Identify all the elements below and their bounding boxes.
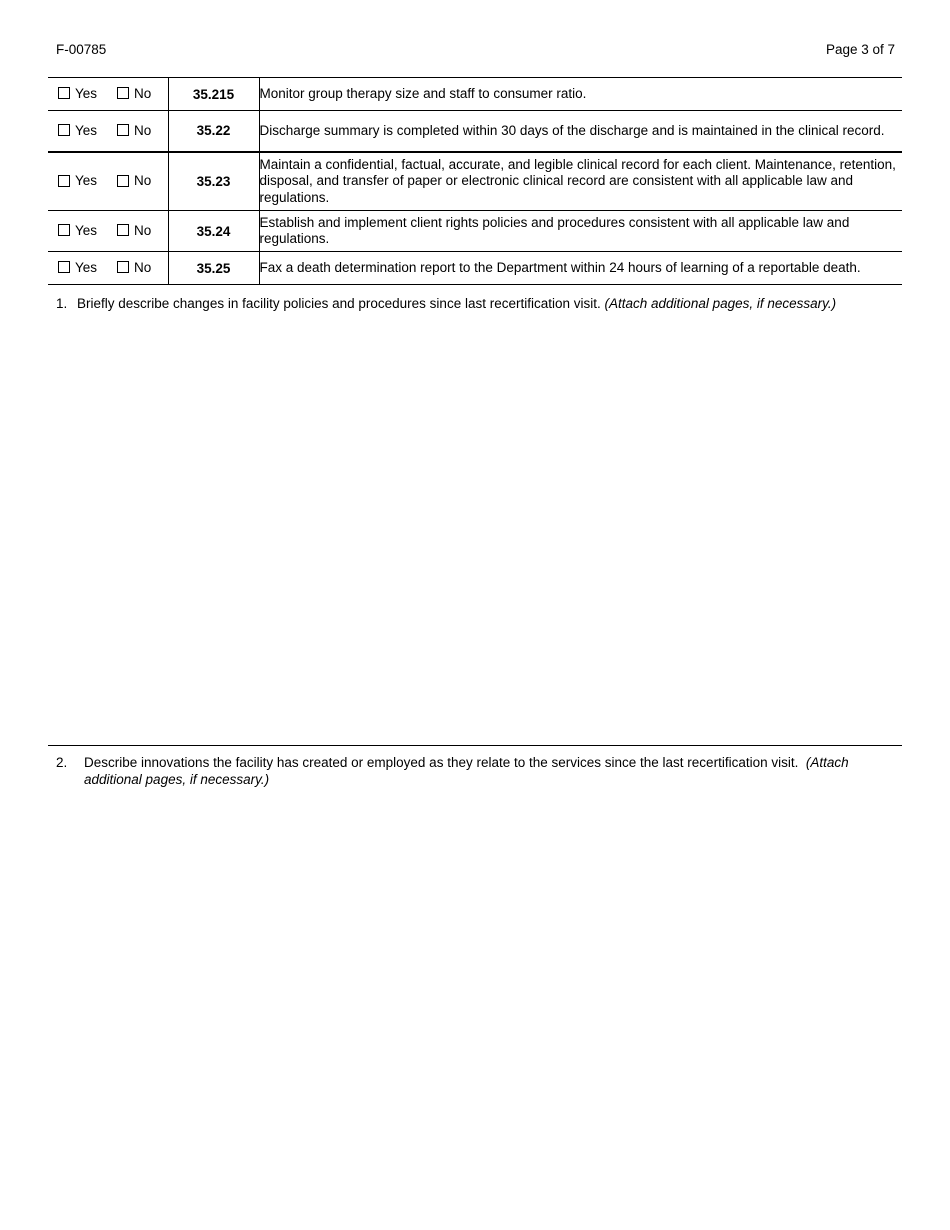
question-2-answer-area[interactable] (56, 788, 886, 1208)
no-option[interactable] (117, 260, 151, 275)
question-number: 1. (56, 296, 68, 311)
checklist-row (48, 78, 902, 111)
rule-code: 35.23 (168, 152, 259, 211)
yes-checkbox[interactable] (58, 87, 70, 99)
question-1 (56, 296, 916, 731)
yes-option[interactable] (58, 123, 97, 138)
question-note: (Attach additional pages, if necessary.) (604, 296, 837, 311)
no-checkbox[interactable] (117, 87, 129, 99)
yes-option[interactable] (58, 173, 97, 188)
no-checkbox[interactable] (117, 175, 129, 187)
checklist-row (48, 252, 902, 285)
yes-option[interactable] (58, 86, 97, 101)
yes-label: Yes (75, 173, 98, 188)
question-text: Describe innovations the facility has created or employed as they relate to the services since the last recertification visit. (84, 755, 799, 770)
no-option[interactable] (117, 86, 151, 101)
yes-label: Yes (75, 259, 98, 275)
yes-no-cell (48, 152, 168, 211)
no-checkbox[interactable] (117, 224, 129, 236)
no-label: No (134, 222, 152, 238)
question-1-answer-area[interactable] (56, 311, 916, 731)
yes-checkbox[interactable] (58, 124, 70, 136)
requirement-text: Monitor group therapy size and staff to consumer ratio. (259, 78, 902, 111)
yes-option[interactable] (58, 223, 97, 238)
no-label: No (134, 122, 152, 138)
rule-code: 35.22 (168, 111, 259, 152)
yes-checkbox[interactable] (58, 224, 70, 236)
yes-option[interactable] (58, 260, 97, 275)
no-option[interactable] (117, 173, 151, 188)
yes-label: Yes (75, 222, 98, 238)
rule-code: 35.215 (168, 78, 259, 111)
yes-no-cell (48, 78, 168, 111)
requirement-text: Fax a death determination report to the Department within 24 hours of learning of a reportable death. (259, 252, 902, 285)
yes-label: Yes (75, 122, 98, 138)
rule-code: 35.25 (168, 252, 259, 285)
yes-checkbox[interactable] (58, 261, 70, 273)
checklist-row (48, 211, 902, 252)
requirement-text: Maintain a confidential, factual, accurate, and legible clinical record for each client. Maintenance, retention, disposal, and transfer of paper or electronic clinical record are consistent with all applicable law and regulations. (259, 152, 902, 211)
yes-no-cell (48, 111, 168, 152)
form-id: F-00785 (56, 42, 107, 57)
no-checkbox[interactable] (117, 261, 129, 273)
no-checkbox[interactable] (117, 124, 129, 136)
question-number: 2. (56, 755, 68, 770)
section-divider (48, 745, 902, 746)
no-option[interactable] (117, 123, 151, 138)
question-note: (Attach additional pages, if necessary.) (84, 755, 849, 787)
yes-label: Yes (75, 85, 98, 101)
no-label: No (134, 173, 152, 188)
yes-no-cell (48, 211, 168, 252)
page-indicator: Page 3 of 7 (825, 42, 895, 57)
no-label: No (134, 259, 152, 275)
yes-checkbox[interactable] (58, 175, 70, 187)
yes-no-cell (48, 252, 168, 285)
rule-code: 35.24 (168, 211, 259, 252)
no-label: No (134, 85, 152, 101)
checklist-row (48, 111, 902, 152)
requirement-text: Discharge summary is completed within 30 days of the discharge and is maintained in the clinical record. (259, 111, 902, 152)
requirements-checklist (48, 77, 902, 285)
requirement-text: Establish and implement client rights policies and procedures consistent with all applicable law and regulations. (259, 211, 902, 252)
no-option[interactable] (117, 223, 151, 238)
checklist-row (48, 152, 902, 211)
question-2 (56, 755, 886, 1208)
question-text: Briefly describe changes in facility policies and procedures since last recertification visit. (77, 296, 601, 311)
